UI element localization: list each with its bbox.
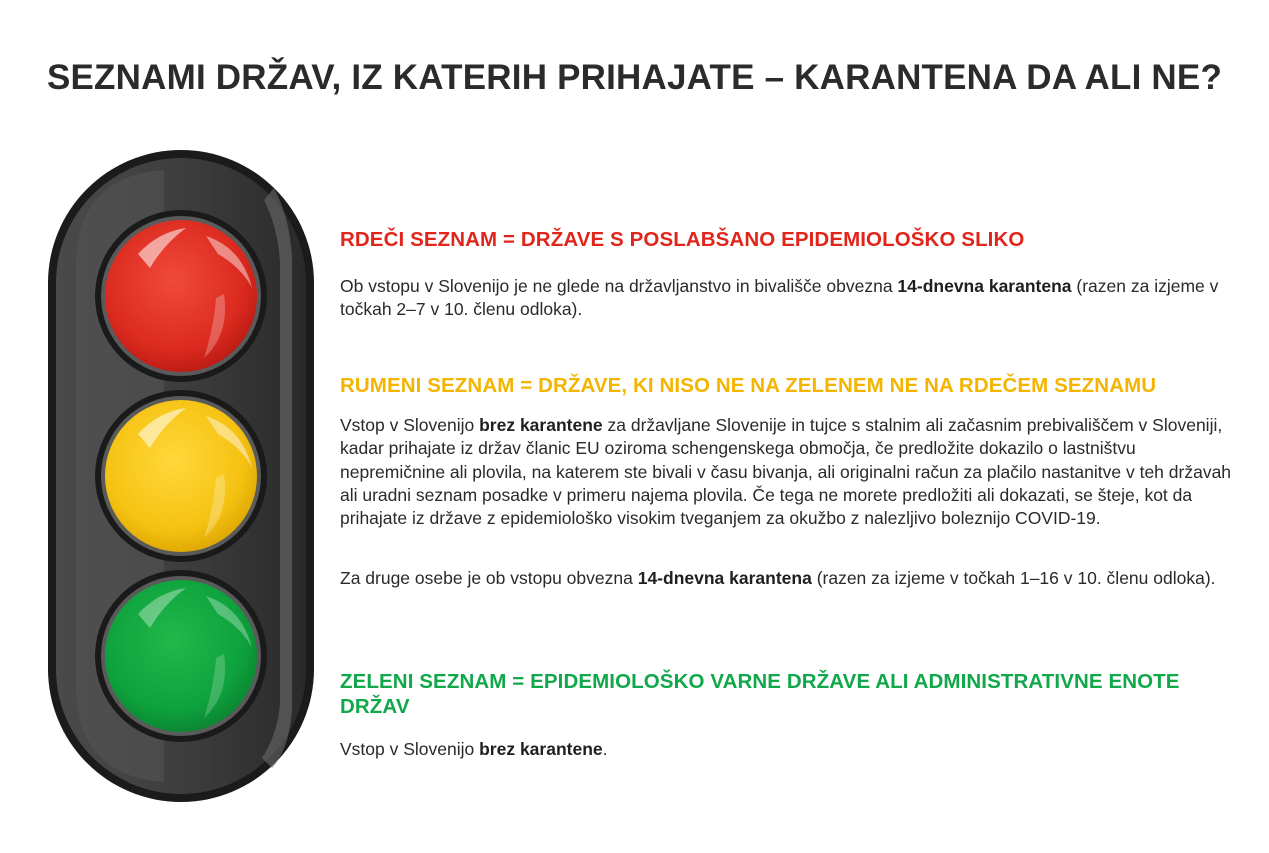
green-no-quarantine-bold: brez karantene [479, 739, 603, 759]
green-list-heading: ZELENI SEZNAM = EPIDEMIOLOŠKO VARNE DRŽAVE ALI ADMINISTRATIVNE ENOTE DRŽAV [340, 670, 1180, 718]
traffic-light-illustration [46, 148, 316, 804]
red-list-text: Ob vstopu v Slovenijo je ne glede na državljanstvo in bivališče obvezna 14-dnevna karantena (razen za izjeme v točkah 2–7 v 10. členu odloka). [340, 276, 1219, 320]
yellow-list-text: Vstop v Slovenijo brez karantene za državljane Slovenije in tujce s stalnim ali začasnim prebivališčem v Sloveniji, kadar prihajate iz držav članic EU oziroma schengenskega območja, če predložite dokazilo o lastništvu nepremičnine ali plovila, na katerem ste bivali v času bivanja, ali originalni račun za plačilo nastanitve v teh državah ali uradni seznam posadke v primeru najema plovila. Če tega ne morete predložiti ali dokazati, se šteje, kot da prihajate iz države z epidemiološko visokim tveganjem za okužbo z nalezljivo boleznijo COVID-19. [340, 415, 1232, 529]
yellow-list-text-others: Za druge osebe je ob vstopu obvezna 14-dnevna karantena (razen za izjeme v točkah 1–16 v 10. členu odloka). [340, 568, 1216, 588]
red-lamp-icon [95, 210, 267, 382]
yellow-list-heading: RUMENI SEZNAM = DRŽAVE, KI NISO NE NA ZELENEM NE NA RDEČEM SEZNAMU [340, 374, 1157, 397]
yellow-no-quarantine-bold: brez karantene [479, 415, 603, 435]
yellow-lamp-icon [95, 390, 267, 562]
page-title: SEZNAMI DRŽAV, IZ KATERIH PRIHAJATE – KARANTENA DA ALI NE? [46, 58, 1223, 97]
green-lamp-icon [95, 570, 267, 742]
yellow-quarantine-bold: 14-dnevna karantena [637, 568, 812, 588]
red-quarantine-bold: 14-dnevna karantena [897, 276, 1072, 296]
red-list-heading: RDEČI SEZNAM = DRŽAVE S POSLABŠANO EPIDEMIOLOŠKO SLIKO [340, 228, 1025, 251]
green-list-text: Vstop v Slovenijo brez karantene. [340, 739, 608, 759]
